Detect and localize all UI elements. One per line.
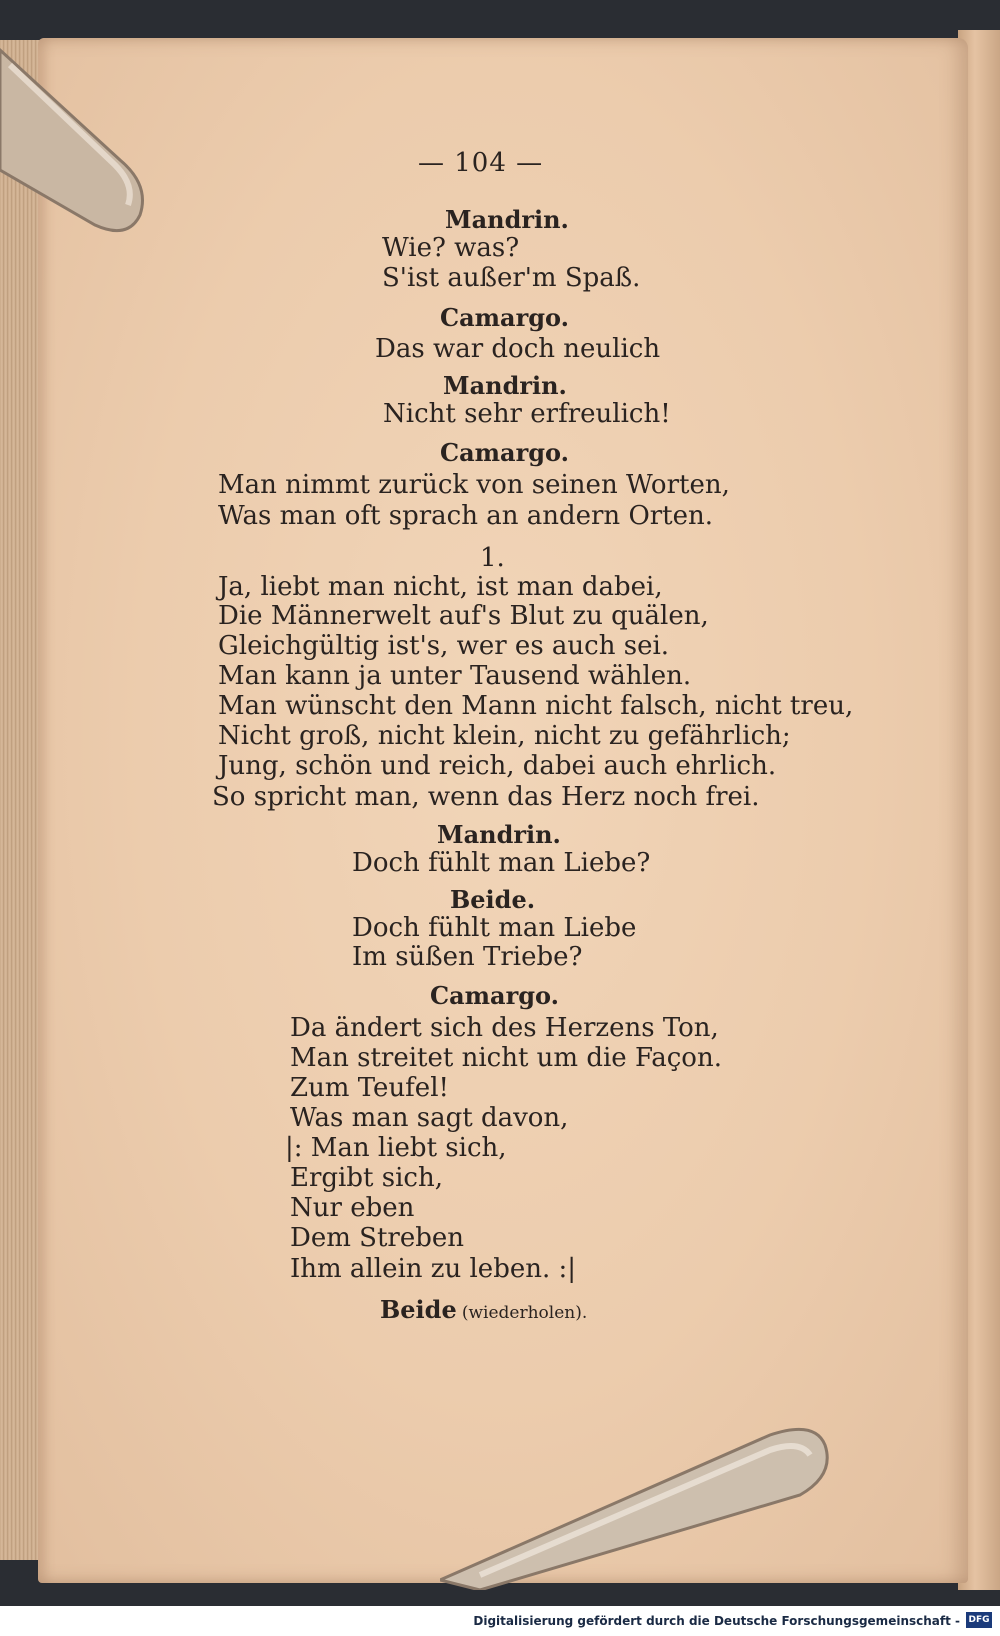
- verse-line: Da ändert sich des Herzens Ton,: [290, 1013, 719, 1043]
- verse-line: Was man sagt davon,: [290, 1103, 569, 1133]
- verse-line: Dem Streben: [290, 1223, 465, 1253]
- verse-line: Ihm allein zu leben. :|: [290, 1254, 577, 1284]
- speaker-name: Beide: [380, 1295, 457, 1324]
- speaker-name: Camargo.: [430, 981, 559, 1010]
- verse-line: Man streitet nicht um die Façon.: [290, 1043, 722, 1073]
- speaker-name: Mandrin.: [445, 205, 569, 234]
- verse-line: Die Männerwelt auf's Blut zu quälen,: [218, 601, 709, 631]
- speaker-name: Camargo.: [440, 303, 569, 332]
- verse-line: S'ist außer'm Spaß.: [382, 263, 641, 293]
- verse-line: Im süßen Triebe?: [352, 942, 583, 972]
- page-number: — 104 —: [418, 148, 544, 178]
- speaker-name: Mandrin.: [443, 371, 567, 400]
- dfg-logo: DFG: [966, 1612, 992, 1628]
- verse-line: Zum Teufel!: [290, 1073, 449, 1103]
- verse-line: Nur eben: [290, 1193, 415, 1223]
- verse-line: Nicht sehr erfreulich!: [383, 399, 671, 429]
- verse-line: Gleichgültig ist's, wer es auch sei.: [218, 631, 670, 661]
- digitization-footer: [0, 1606, 1000, 1636]
- speaker-name: Beide.: [450, 885, 536, 914]
- verse-line: Wie? was?: [382, 233, 520, 263]
- stage-direction: (wiederholen).: [461, 1303, 588, 1323]
- verse-line: So spricht man, wenn das Herz noch frei.: [212, 782, 760, 812]
- metal-clip-top: [0, 20, 170, 240]
- verse-line: Man nimmt zurück von seinen Worten,: [218, 470, 730, 500]
- verse-line: Jung, schön und reich, dabei auch ehrlich.: [218, 751, 777, 781]
- footer-credit: Digitalisierung gefördert durch die Deutsche Forschungsgemeinschaft -: [473, 1614, 960, 1628]
- verse-line: Das war doch neulich: [375, 334, 661, 364]
- verse-line: |: Man liebt sich,: [285, 1133, 507, 1163]
- stanza-number: 1.: [480, 543, 505, 573]
- verse-line: Nicht groß, nicht klein, nicht zu gefährlich;: [218, 721, 791, 751]
- speaker-with-stage-direction: [380, 1295, 588, 1324]
- speaker-name: Camargo.: [440, 438, 569, 467]
- verse-line: Was man oft sprach an andern Orten.: [218, 501, 714, 531]
- metal-clip-bottom: [440, 1415, 840, 1590]
- speaker-name: Mandrin.: [437, 820, 561, 849]
- verse-line: Man wünscht den Mann nicht falsch, nicht treu,: [218, 691, 854, 721]
- verse-line: Man kann ja unter Tausend wählen.: [218, 661, 692, 691]
- verse-line: Ja, liebt man nicht, ist man dabei,: [218, 572, 663, 602]
- verse-line: Doch fühlt man Liebe: [352, 913, 637, 943]
- verse-line: Ergibt sich,: [290, 1163, 443, 1193]
- verse-line: Doch fühlt man Liebe?: [352, 848, 651, 878]
